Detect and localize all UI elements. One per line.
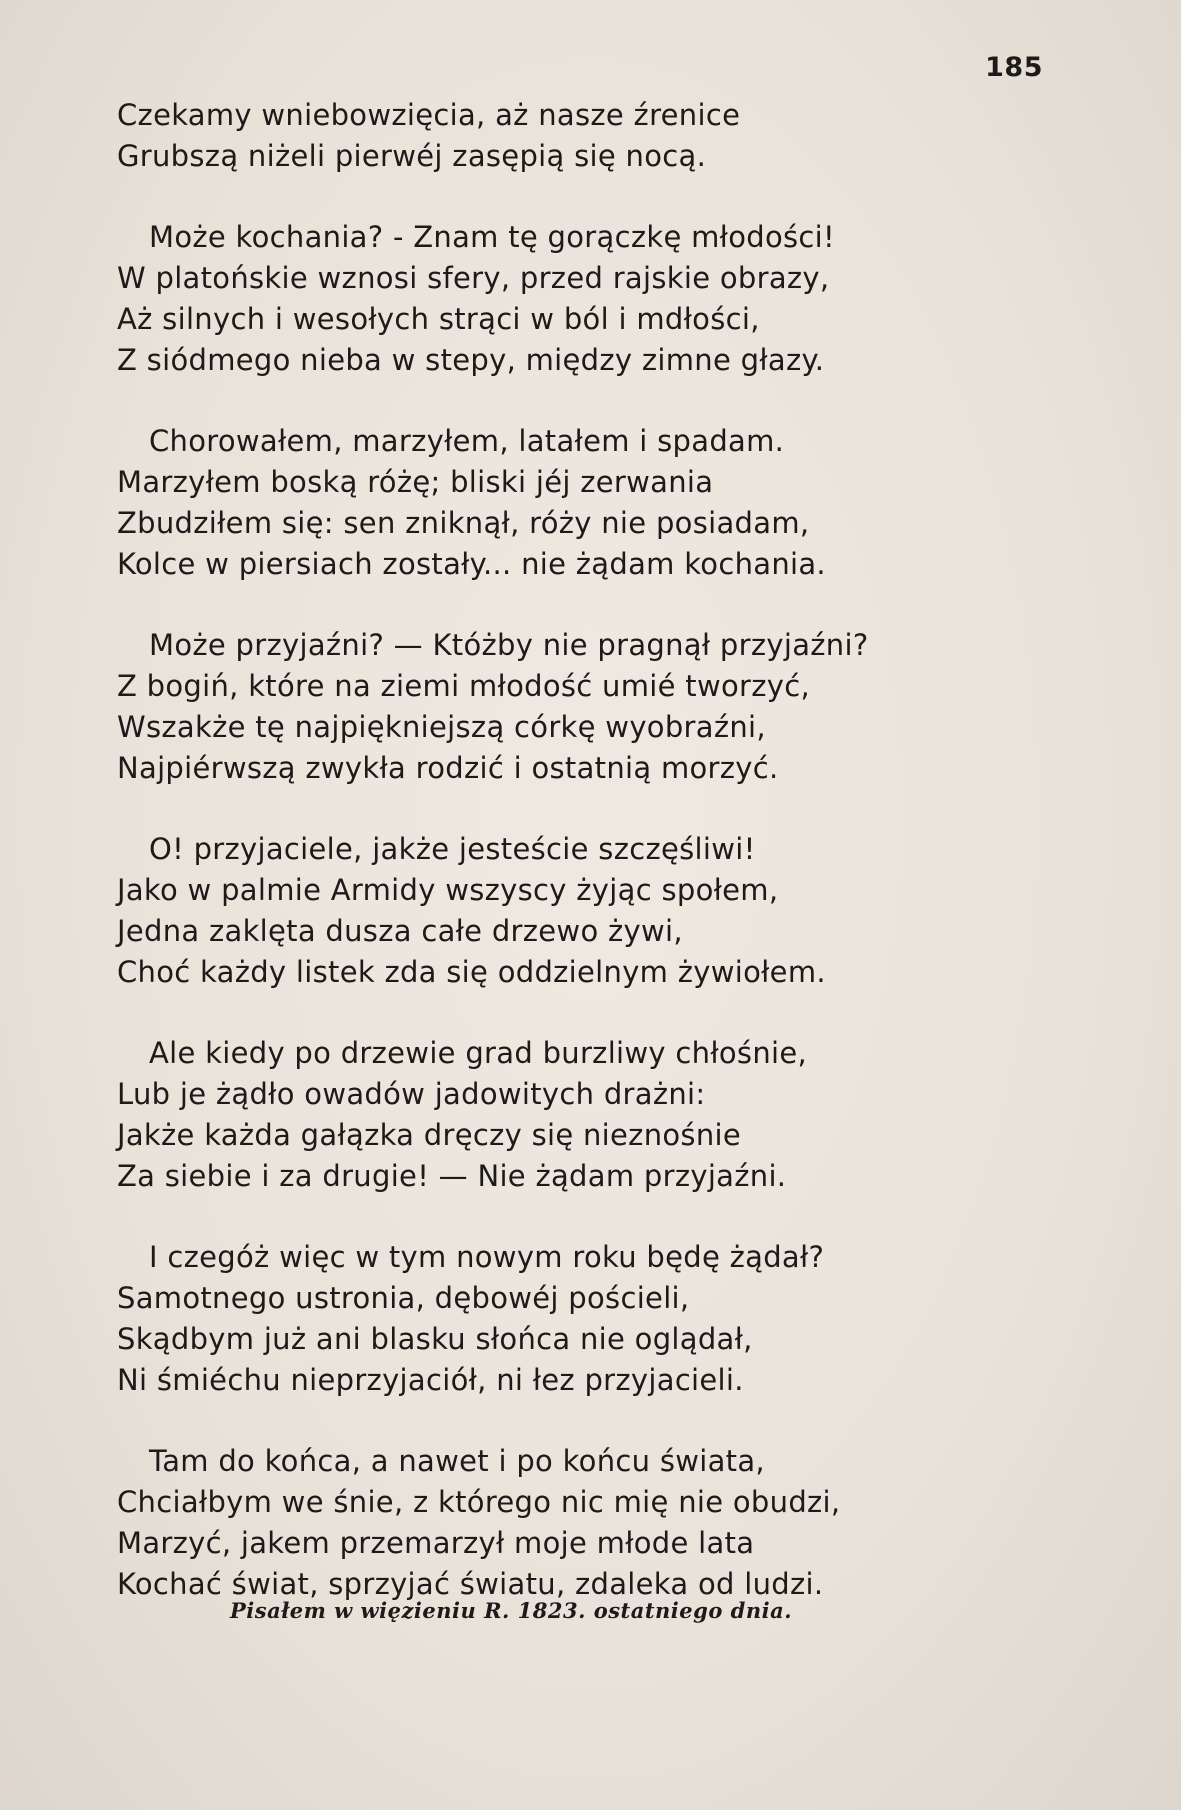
poem-line: Choć każdy listek zda się oddzielnym żywiołem.: [117, 955, 826, 989]
poem-line: Grubszą niżeli pierwéj zasępią się nocą.: [117, 139, 707, 173]
stanza-3: [117, 421, 1057, 585]
poem-line: Kochać świat, sprzyjać światu, zdaleka od ludzi.: [117, 1567, 824, 1601]
poem-line: W platońskie wznosi sfery, przed rajskie obrazy,: [117, 261, 830, 295]
page-number: 185: [985, 52, 1043, 83]
poem-line: Marzyć, jakem przemarzył moje młode lata: [117, 1526, 755, 1560]
stanza-2: [117, 217, 1057, 381]
poem-line: Chorowałem, marzyłem, latałem i spadam.: [149, 424, 785, 458]
poem-line: Aż silnych i wesołych strąci w ból i mdłości,: [117, 302, 760, 336]
signature-note: Pisałem w więzieniu R. 1823. ostatniego dnia.: [230, 1598, 792, 1623]
poem-line: Jako w palmie Armidy wszyscy żyjąc społem,: [117, 873, 779, 907]
poem-line: Lub je żądło owadów jadowitych drażni:: [117, 1077, 706, 1111]
poem-line: Zbudziłem się: sen zniknął, róży nie posiadam,: [117, 506, 810, 540]
stanza-4: [117, 625, 1057, 789]
poem-line: Jakże każda gałązka dręczy się nieznośnie: [117, 1118, 742, 1152]
poem-line: I czegóż więc w tym nowym roku będę żądał?: [149, 1240, 825, 1274]
poem-line: Za siebie i za drugie! — Nie żądam przyjaźni.: [117, 1159, 787, 1193]
stanza-8: [117, 1441, 1057, 1605]
poem-line: Jedna zaklęta dusza całe drzewo żywi,: [117, 914, 683, 948]
stanza-1: [117, 95, 1057, 177]
poem-line: Z siódmego nieba w stepy, między zimne głazy.: [117, 343, 825, 377]
poem-line: Ale kiedy po drzewie grad burzliwy chłośnie,: [149, 1036, 808, 1070]
poem-line: Chciałbym we śnie, z którego nic mię nie obudzi,: [117, 1485, 841, 1519]
poem-line: Ni śmiéchu nieprzyjaciół, ni łez przyjacieli.: [117, 1363, 744, 1397]
poem-line: Kolce w piersiach zostały... nie żądam kochania.: [117, 547, 826, 581]
poem-line: Czekamy wniebowzięcia, aż nasze źrenice: [117, 98, 741, 132]
poem-line: O! przyjaciele, jakże jesteście szczęśliwi!: [149, 832, 756, 866]
poem-line: Marzyłem boską różę; bliski jéj zerwania: [117, 465, 714, 499]
poem-body: [117, 95, 1057, 1645]
stanza-6: [117, 1033, 1057, 1197]
poem-line: Skądbym już ani blasku słońca nie oglądał,: [117, 1322, 753, 1356]
poem-line: Samotnego ustronia, dębowéj pościeli,: [117, 1281, 690, 1315]
poem-line: Może przyjaźni? — Któżby nie pragnął przyjaźni?: [149, 628, 869, 662]
poem-line: Może kochania? - Znam tę gorączkę młodości!: [149, 220, 835, 254]
poem-line: Z bogiń, które na ziemi młodość umié tworzyć,: [117, 669, 810, 703]
poem-line: Wszakże tę najpiękniejszą córkę wyobraźni,: [117, 710, 766, 744]
poem-line: Tam do końca, a nawet i po końcu świata,: [149, 1444, 765, 1478]
poem-line: Najpiérwszą zwykła rodzić i ostatnią morzyć.: [117, 751, 779, 785]
stanza-5: [117, 829, 1057, 993]
stanza-7: [117, 1237, 1057, 1401]
